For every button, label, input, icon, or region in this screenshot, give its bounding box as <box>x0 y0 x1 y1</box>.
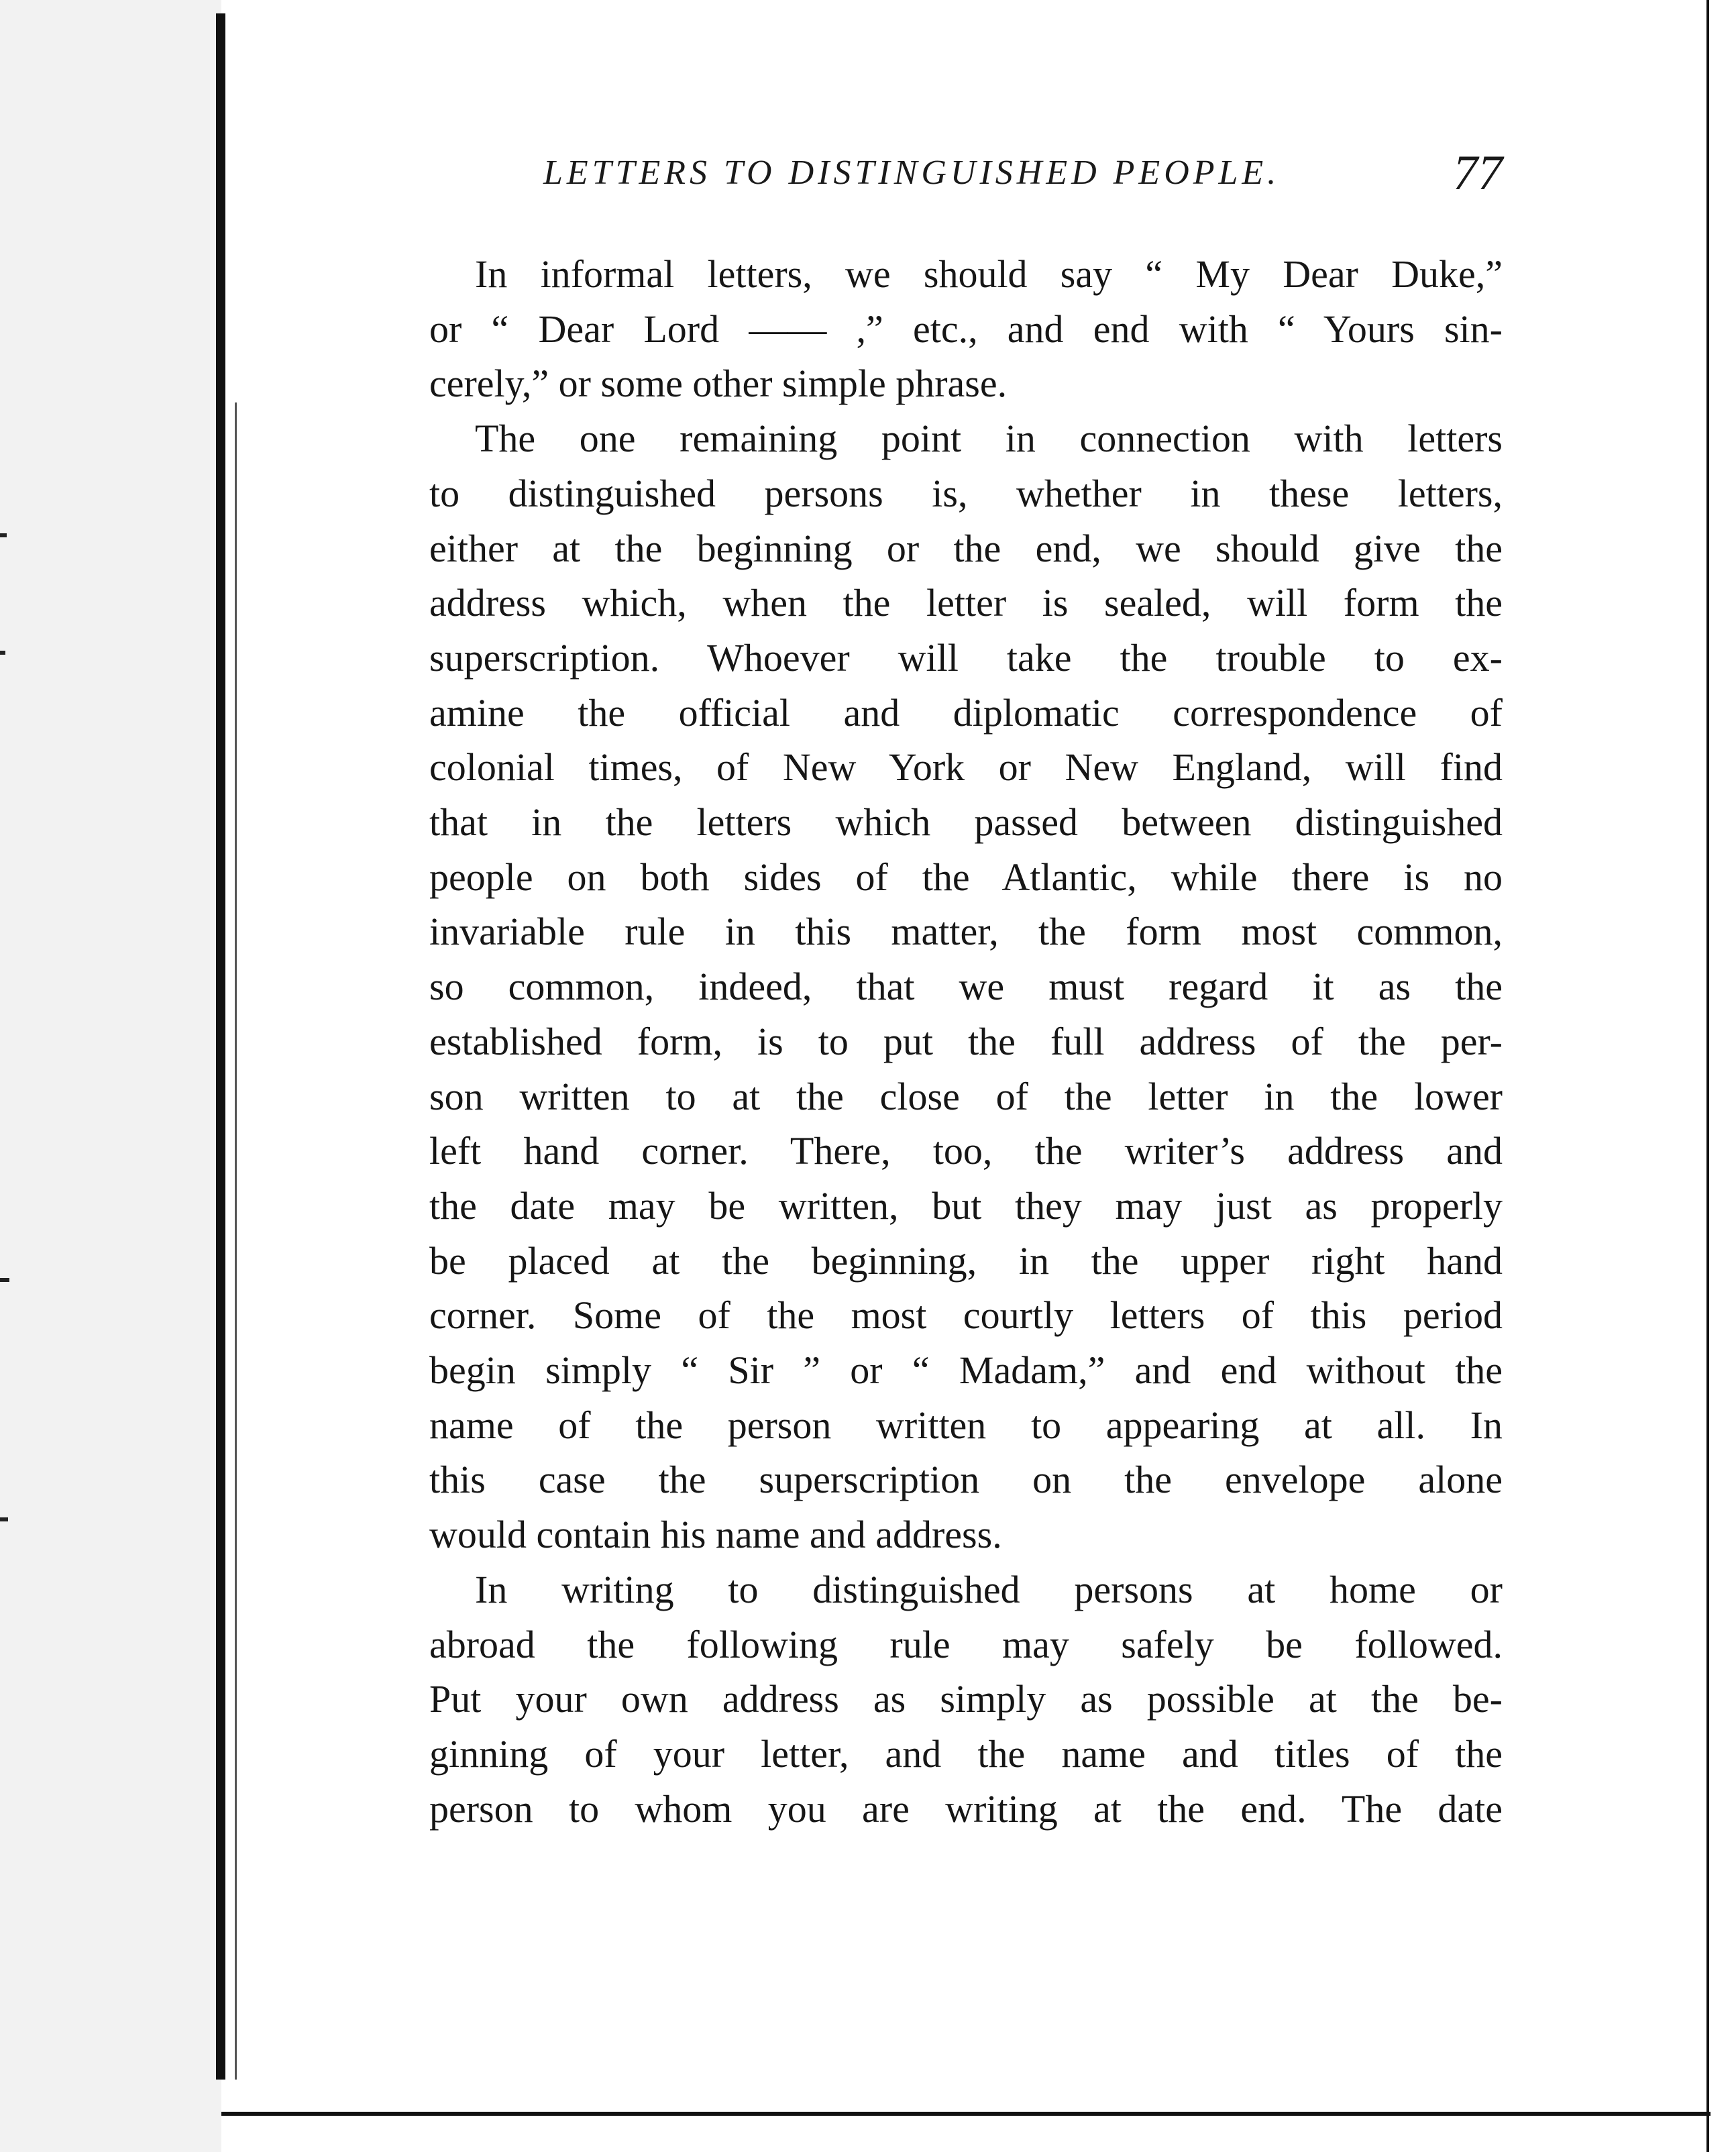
paragraph <box>429 1562 1503 1837</box>
text-line: or “ Dear Lord —— ,” etc., and end with “ Yours sin- <box>429 307 1503 351</box>
facing-page-mark <box>0 533 7 537</box>
text-line: begin simply “ Sir ” or “ Madam,” and end without the <box>429 1348 1503 1393</box>
facing-page-mark <box>0 1278 9 1282</box>
facing-page-edge <box>0 0 221 2152</box>
text-line: son written to at the close of the letter in the lower <box>429 1074 1503 1118</box>
book-page <box>429 141 1503 1836</box>
text-line: would contain his name and address. <box>429 1513 1002 1557</box>
text-line: Put your own address as simply as possible at the be- <box>429 1677 1503 1721</box>
text-line: corner. Some of the most courtly letters of this period <box>429 1293 1503 1338</box>
text-line: In writing to distinguished persons at home or <box>475 1567 1503 1611</box>
right-page-edge <box>1706 0 1736 2152</box>
text-line: amine the official and diplomatic correspondence of <box>429 690 1503 735</box>
text-line: name of the person written to appearing at all. In <box>429 1403 1503 1447</box>
text-line: the date may be written, but they may just as properly <box>429 1183 1503 1228</box>
text-line: ginning of your letter, and the name and titles of the <box>429 1731 1503 1776</box>
text-line: colonial times, of New York or New England, will find <box>429 745 1503 790</box>
text-line: that in the letters which passed between distinguished <box>429 800 1503 845</box>
facing-page-mark <box>0 651 5 655</box>
text-line: be placed at the beginning, in the upper right hand <box>429 1238 1503 1283</box>
text-line: In informal letters, we should say “ My Dear Duke,” <box>475 252 1503 296</box>
page-number: 77 <box>1453 146 1503 201</box>
running-head <box>429 141 1503 215</box>
text-line: person to whom you are writing at the end. The date <box>429 1786 1503 1831</box>
text-line: invariable rule in this matter, the form most common, <box>429 910 1503 954</box>
text-line: to distinguished persons is, whether in these letters, <box>429 471 1503 515</box>
text-line: The one remaining point in connection with letters <box>475 417 1503 461</box>
body-text <box>429 247 1503 1836</box>
text-line: this case the superscription on the envelope alone <box>429 1458 1503 1502</box>
text-line: people on both sides of the Atlantic, while there is no <box>429 855 1503 899</box>
text-line: either at the beginning or the end, we should give the <box>429 526 1503 570</box>
paragraph <box>429 411 1503 1562</box>
text-line: abroad the following rule may safely be followed. <box>429 1622 1503 1666</box>
text-line: superscription. Whoever will take the trouble to ex- <box>429 635 1503 680</box>
text-line: address which, when the letter is sealed, will form the <box>429 581 1503 625</box>
gutter-shadow <box>216 13 225 2080</box>
text-line: established form, is to put the full address of the per- <box>429 1019 1503 1063</box>
text-line: left hand corner. There, too, the writer’s address and <box>429 1129 1503 1173</box>
paragraph <box>429 247 1503 411</box>
text-line: cerely,” or some other simple phrase. <box>429 362 1008 406</box>
running-title: LETTERS TO DISTINGUISHED PEOPLE. <box>543 154 1281 192</box>
facing-page-mark <box>0 1517 8 1521</box>
bottom-page-edge <box>221 2112 1711 2116</box>
gutter-fold-line <box>235 402 237 2080</box>
text-line: so common, indeed, that we must regard it as the <box>429 965 1503 1009</box>
